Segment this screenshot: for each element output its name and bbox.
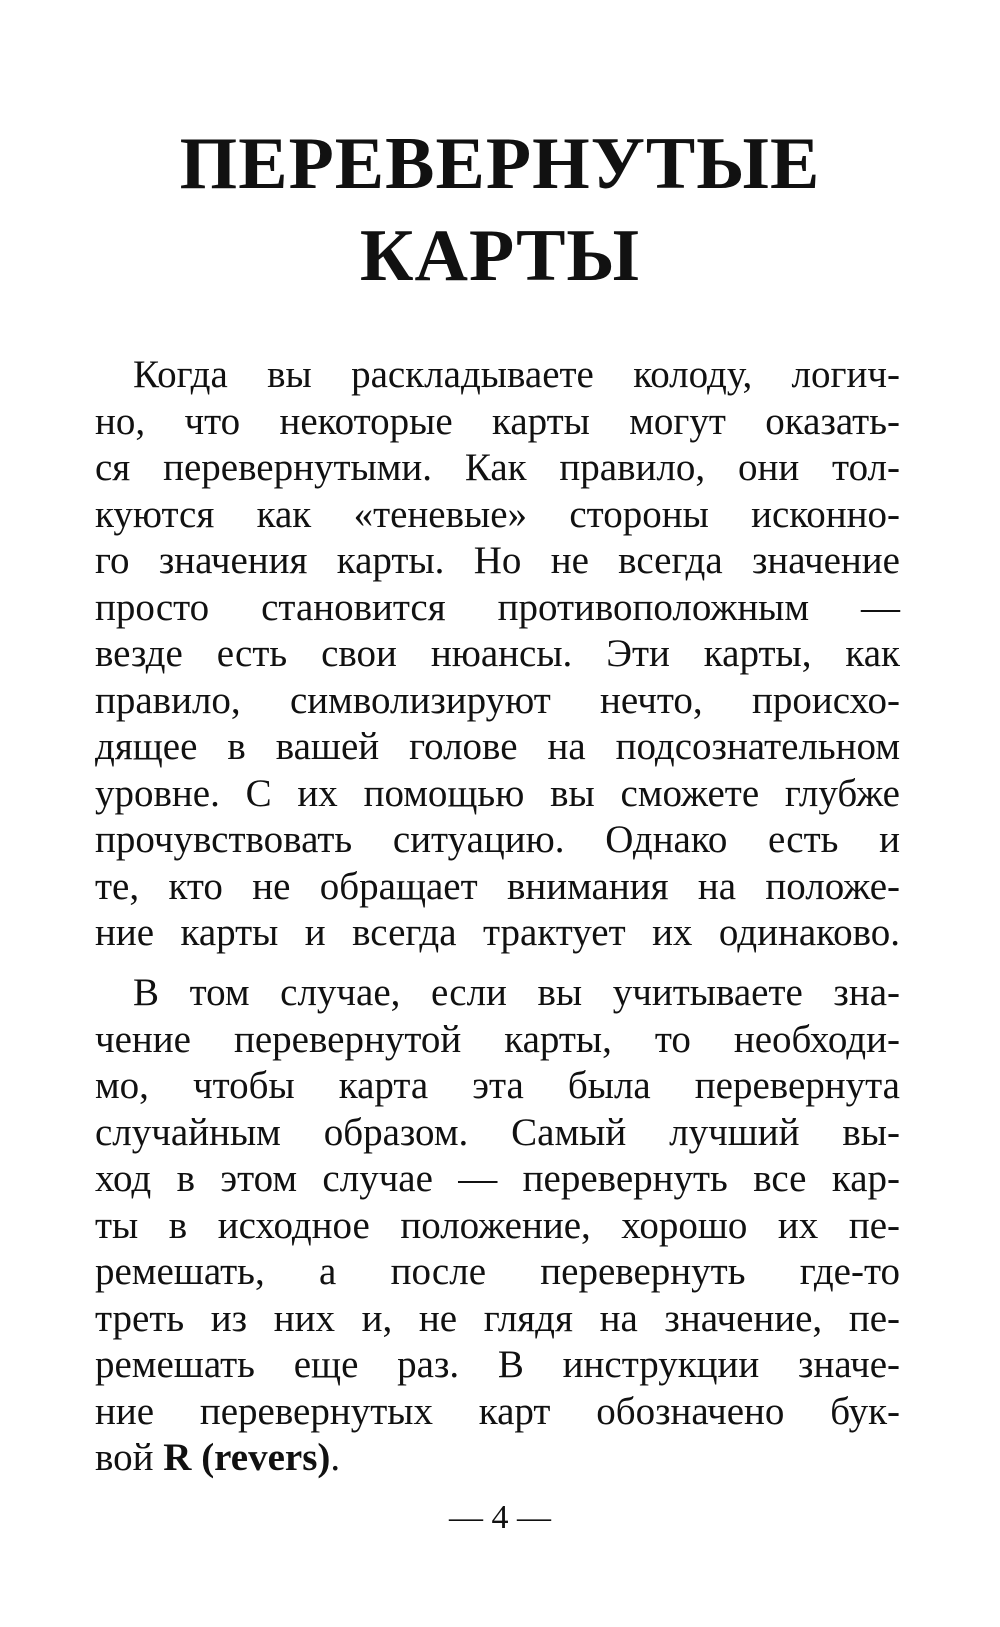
text-line-last bbox=[95, 1435, 900, 1482]
text-line: уровне. С их помощью вы сможете глубже bbox=[95, 771, 900, 815]
text-line: ремешать еще раз. В инструкции значе- bbox=[95, 1343, 900, 1386]
text-line: те, кто не обращает внимания на положе- bbox=[95, 864, 900, 908]
text-line: ся перевернутыми. Как правило, они тол- bbox=[95, 446, 900, 489]
title-line-1: ПЕРЕВЕРНУТЫЕ bbox=[179, 123, 821, 205]
text-line: ты в исходное положение, хорошо их пе- bbox=[95, 1203, 900, 1247]
text-line: прочувствовать ситуацию. Однако есть и bbox=[95, 818, 900, 861]
text-line: чение перевернутой карты, то необходи- bbox=[95, 1017, 900, 1061]
text-line: но, что некоторые карты могут оказать- bbox=[95, 399, 900, 443]
text-line: мо, чтобы карта эта была перевернута bbox=[95, 1064, 900, 1107]
text-line: правило, символизируют нечто, происхо- bbox=[95, 678, 900, 722]
text-line: случайным образом. Самый лучший вы- bbox=[95, 1110, 900, 1154]
text-line: везде есть свои нюансы. Эти карты, как bbox=[95, 632, 900, 675]
bold-term: R (revers) bbox=[163, 1436, 331, 1479]
text-line: куются как «теневые» стороны исконно- bbox=[95, 492, 900, 536]
text-prefix: вой bbox=[95, 1436, 164, 1479]
paragraph-1 bbox=[95, 352, 900, 957]
text-line: треть из них и, не глядя на значение, пе- bbox=[95, 1296, 900, 1340]
text-line: ние карты и всегда трактует их одинаково. bbox=[95, 911, 900, 954]
text-line: ремешать, а после перевернуть где-то bbox=[95, 1250, 900, 1293]
text-line: просто становится противоположным — bbox=[95, 585, 900, 629]
text-line: В том случае, если вы учитываете зна- bbox=[133, 971, 900, 1014]
text-line: ход в этом случае — перевернуть все кар- bbox=[95, 1157, 900, 1200]
paragraph-2 bbox=[95, 970, 900, 1482]
page-title bbox=[0, 118, 1000, 302]
title-line-2: КАРТЫ bbox=[359, 215, 641, 297]
text-line: ние перевернутых карт обозначено бук- bbox=[95, 1389, 900, 1433]
page-number: — 4 — bbox=[449, 1499, 551, 1536]
text-suffix: . bbox=[330, 1436, 341, 1479]
text-line: дящее в вашей голове на подсознательном bbox=[95, 725, 900, 768]
text-line: го значения карты. Но не всегда значение bbox=[95, 539, 900, 582]
text-line: Когда вы раскладываете колоду, логич- bbox=[133, 353, 900, 396]
